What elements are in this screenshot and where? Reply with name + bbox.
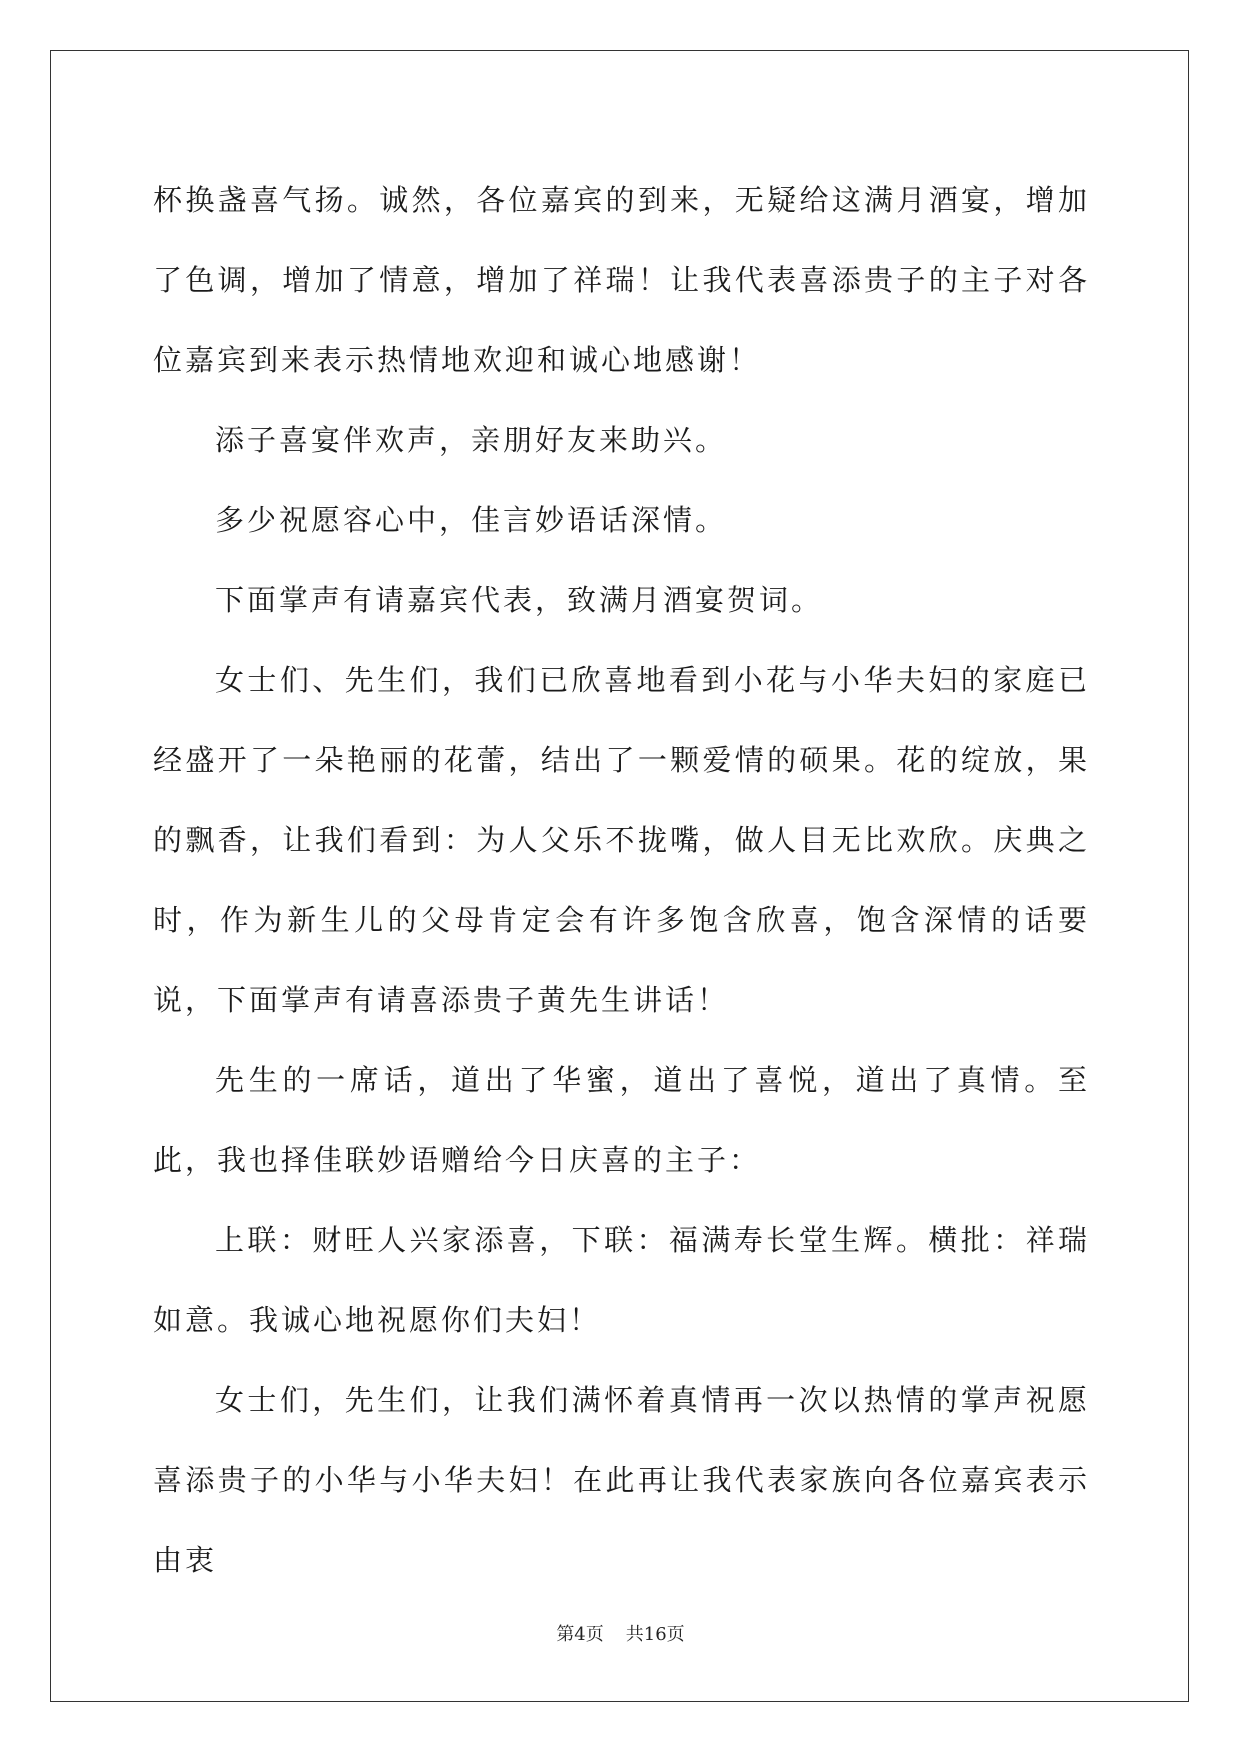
page-total: 共16页	[625, 1624, 685, 1645]
paragraph-3: 多少祝愿容心中，佳言妙语话深情。	[215, 503, 728, 537]
paragraph-2: 添子喜宴伴欢声，亲朋好友来助兴。	[215, 423, 728, 457]
paragraph-7: 上联：财旺人兴家添喜，下联：福满寿长堂生辉。横批：祥瑞如意。我诚心地祝愿你们夫妇！	[153, 1223, 1090, 1337]
paragraph-6: 先生的一席话，道出了华蜜，道出了喜悦，道出了真情。至此，我也择佳联妙语赠给今日庆喜的主子：	[153, 1063, 1090, 1177]
paragraph-4: 下面掌声有请嘉宾代表，致满月酒宴贺词。	[215, 583, 824, 617]
page-number: 第4页	[556, 1624, 604, 1645]
paragraph-1: 杯换盏喜气扬。诚然，各位嘉宾的到来，无疑给这满月酒宴，增加了色调，增加了情意，增加了祥瑞！让我代表喜添贵子的主子对各位嘉宾到来表示热情地欢迎和诚心地感谢！	[153, 183, 1090, 377]
page-footer	[0, 1620, 1241, 1646]
document-body	[153, 160, 1090, 1600]
paragraph-5: 女士们、先生们，我们已欣喜地看到小花与小华夫妇的家庭已经盛开了一朵艳丽的花蕾，结出了一颗爱情的硕果。花的绽放，果的飘香，让我们看到：为人父乐不拢嘴，做人目无比欢欣。庆典之时，作为新生儿的父母肯定会有许多饱含欣喜，饱含深情的话要说，下面掌声有请喜添贵子黄先生讲话！	[153, 663, 1090, 1017]
paragraph-8: 女士们，先生们，让我们满怀着真情再一次以热情的掌声祝愿喜添贵子的小华与小华夫妇！在此再让我代表家族向各位嘉宾表示由衷	[153, 1383, 1090, 1577]
